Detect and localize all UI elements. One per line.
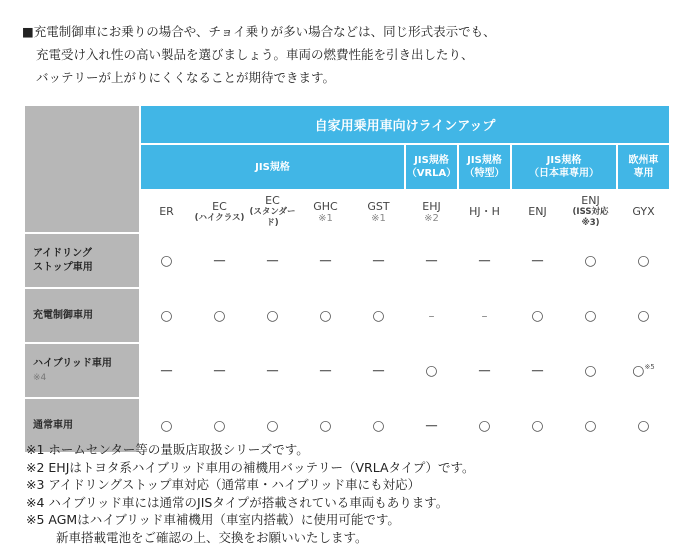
table-cell <box>565 234 616 287</box>
table-cell <box>300 234 351 287</box>
product-note: ※2 <box>424 212 439 224</box>
mark: ○ <box>319 417 332 434</box>
group-sublabel: （特型） <box>464 168 505 179</box>
group-sublabel: （日本車専用） <box>529 168 599 179</box>
intro-text <box>22 20 682 89</box>
footnote-2: ※2 EHJはトヨタ系ハイブリッド車用の補機用バッテリー（VRLAタイプ）です。 <box>26 459 475 475</box>
mark: ○ <box>632 362 645 379</box>
table-cell <box>353 234 404 287</box>
table-cell <box>194 234 245 287</box>
table-cell <box>353 344 404 397</box>
mark: – <box>481 308 488 323</box>
mark: ○ <box>213 307 226 324</box>
mark: ○ <box>372 417 385 434</box>
group-label: JIS規格 <box>255 161 290 173</box>
footnote-4: ※4 ハイブリッド車には通常のJISタイプが搭載されている車両もあります。 <box>26 494 449 510</box>
product-header <box>353 191 404 232</box>
mark: － <box>371 363 386 380</box>
table-cell <box>459 234 510 287</box>
mark: ○ <box>584 362 597 379</box>
mark: ○ <box>160 252 173 269</box>
row-label <box>25 344 139 397</box>
group-sublabel: 専用 <box>633 168 654 179</box>
mark: － <box>424 418 439 435</box>
product-header <box>459 191 510 232</box>
table-cell <box>247 344 298 397</box>
intro-line-3: バッテリーが上がりにくくなることが期待できます。 <box>36 70 336 85</box>
mark: － <box>265 363 280 380</box>
footnote-ref: ※5 <box>644 362 655 371</box>
table-cell <box>300 344 351 397</box>
footnotes <box>26 441 686 546</box>
mark: ○ <box>160 417 173 434</box>
table-cell <box>141 344 192 397</box>
table-row <box>25 344 669 397</box>
product-header <box>194 191 245 232</box>
mark: － <box>212 253 227 270</box>
mark: ○ <box>637 252 650 269</box>
mark: － <box>530 253 545 270</box>
product-name: GHC <box>313 199 338 213</box>
table-cell <box>459 289 510 342</box>
table-corner <box>25 106 139 232</box>
mark: ○ <box>160 307 173 324</box>
table-cell <box>353 289 404 342</box>
row-label-note: ※4 <box>33 372 47 383</box>
table-row <box>25 289 669 342</box>
mark: － <box>212 363 227 380</box>
product-header <box>512 191 563 232</box>
mark: － <box>530 363 545 380</box>
product-header <box>618 191 669 232</box>
mark: ○ <box>531 417 544 434</box>
mark: ○ <box>531 307 544 324</box>
product-name: GST <box>367 199 390 213</box>
table-cell <box>300 289 351 342</box>
mark: ○ <box>213 417 226 434</box>
mark: － <box>265 253 280 270</box>
mark: ○ <box>584 417 597 434</box>
product-subname: (ISS対応 <box>572 207 609 217</box>
mark: ○ <box>425 362 438 379</box>
product-note: ※1 <box>318 212 333 224</box>
footnote-5-continued: 新車搭載電池をご確認の上、交換をお願いいたします。 <box>56 529 368 545</box>
table-cell <box>406 289 457 342</box>
row-label-text: 通常車用 <box>33 419 73 431</box>
row-label-text: ストップ車用 <box>33 261 93 273</box>
product-name: ENJ <box>528 205 547 218</box>
group-sublabel: （VRLA） <box>406 168 457 179</box>
product-name: HJ・H <box>469 205 500 218</box>
group-label: JIS規格 <box>467 155 502 166</box>
mark: － <box>371 253 386 270</box>
table-cell <box>406 234 457 287</box>
table-cell <box>141 234 192 287</box>
footnote-5: ※5 AGMはハイブリッド車補機用（車室内搭載）に使用可能です。 <box>26 512 400 527</box>
product-name: EC <box>212 199 227 213</box>
table-cell <box>512 289 563 342</box>
table-cell <box>406 344 457 397</box>
row-label <box>25 234 139 287</box>
product-subname: (スタンダード) <box>249 207 296 228</box>
table-cell <box>618 289 669 342</box>
table-cell <box>247 234 298 287</box>
table-cell <box>565 289 616 342</box>
mark: ○ <box>637 307 650 324</box>
product-header <box>406 191 457 232</box>
product-header <box>141 191 192 232</box>
group-label: JIS規格 <box>414 155 449 166</box>
table-cell <box>247 289 298 342</box>
mark: ○ <box>478 417 491 434</box>
row-label-text: アイドリング <box>33 247 92 259</box>
product-name: ENJ <box>581 194 600 207</box>
intro-line-2: 充電受け入れ性の高い製品を選びましょう。車両の燃費性能を引き出したり、 <box>36 47 474 62</box>
row-label <box>25 289 139 342</box>
group-label: 欧州車 <box>628 155 659 166</box>
group-label: JIS規格 <box>546 155 582 166</box>
group-header-jis-vrla <box>406 145 457 189</box>
mark: ○ <box>372 307 385 324</box>
table-cell <box>141 289 192 342</box>
mark: ○ <box>584 252 597 269</box>
product-header <box>247 191 298 232</box>
group-header-jis <box>141 145 404 189</box>
footnote-3: ※3 アイドリングストップ車対応（通常車・ハイブリッド車にも対応） <box>26 477 421 492</box>
table-cell <box>459 344 510 397</box>
footnote-1: ※1 ホームセンター等の量販店取扱シリーズです。 <box>26 442 309 457</box>
mark: － <box>477 363 492 380</box>
product-header <box>300 191 351 232</box>
row-label-text: ハイブリッド車用 <box>33 357 112 369</box>
group-header-jis-japan <box>512 145 616 189</box>
table-cell <box>618 344 669 397</box>
table-cell <box>194 344 245 397</box>
mark: ○ <box>266 417 279 434</box>
table-title: 自家用乗用車向けラインアップ <box>141 106 669 143</box>
product-name: EC <box>265 194 280 207</box>
product-name: GYX <box>632 205 655 218</box>
intro-line-1: ■充電制御車にお乗りの場合や、チョイ乗りが多い場合などは、同じ形式表示でも、 <box>22 24 496 39</box>
mark: － <box>318 363 333 380</box>
mark: － <box>477 253 492 270</box>
mark: － <box>424 253 439 270</box>
mark: － <box>318 253 333 270</box>
table-row <box>25 234 669 287</box>
mark: ○ <box>584 307 597 324</box>
row-label-text: 充電制御車用 <box>33 309 93 321</box>
mark: ○ <box>637 417 650 434</box>
mark: － <box>159 363 174 380</box>
product-note: ※3) <box>581 218 600 228</box>
group-header-euro <box>618 145 669 189</box>
lineup-table-wrapper <box>23 104 671 454</box>
lineup-table <box>23 104 671 454</box>
product-name: ER <box>159 205 174 218</box>
product-name: EHJ <box>422 199 441 213</box>
table-cell <box>194 289 245 342</box>
table-cell <box>512 234 563 287</box>
product-subname: (ハイクラス) <box>194 212 245 223</box>
table-cell <box>565 344 616 397</box>
mark: ○ <box>266 307 279 324</box>
table-cell <box>618 234 669 287</box>
mark: ○ <box>319 307 332 324</box>
product-note: ※1 <box>371 212 386 224</box>
group-header-jis-special <box>459 145 510 189</box>
product-header <box>565 191 616 232</box>
mark: – <box>428 308 435 323</box>
table-cell <box>512 344 563 397</box>
